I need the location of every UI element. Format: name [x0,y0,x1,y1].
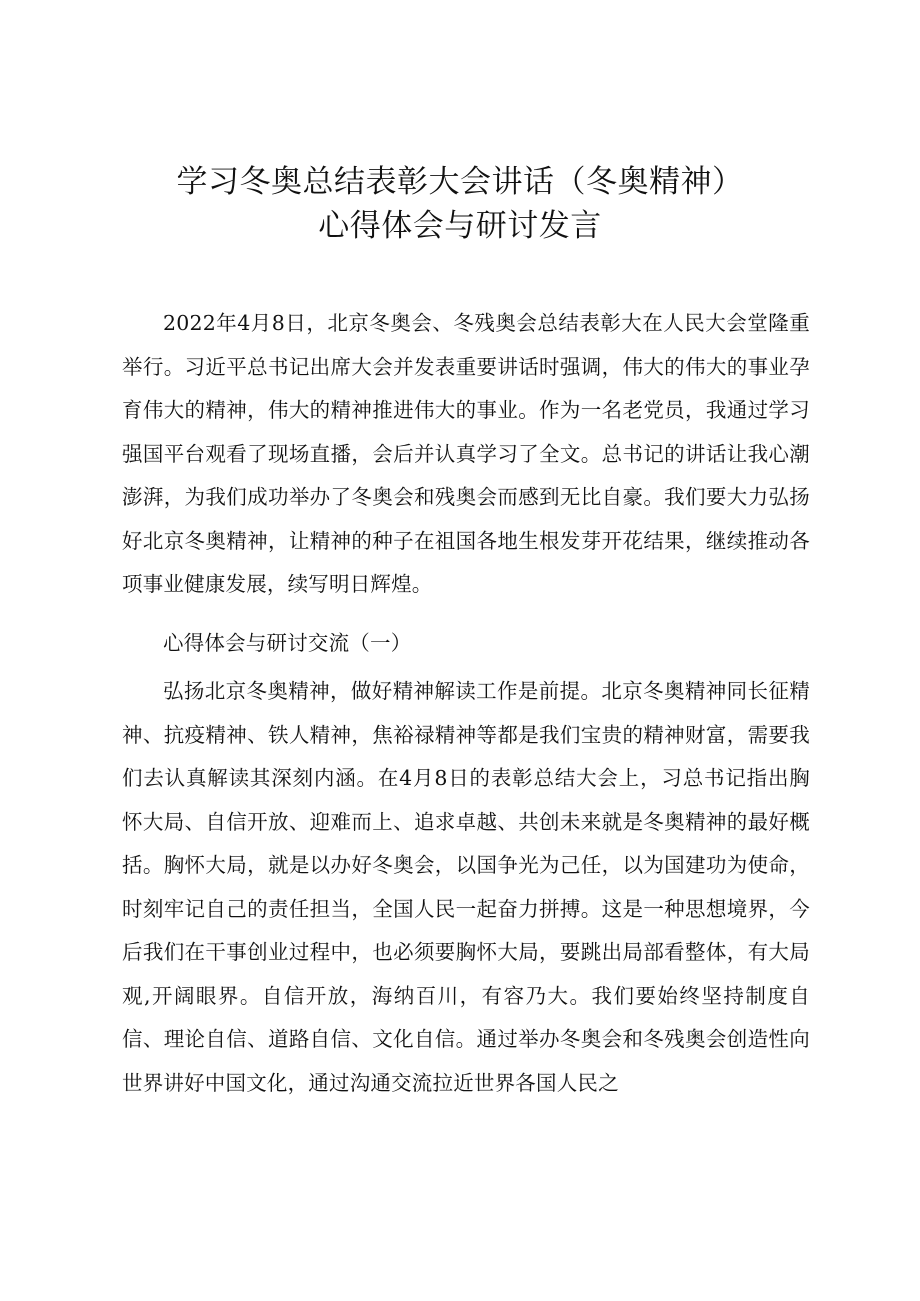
document-title-line-1: 学习冬奥总结表彰大会讲话（冬奥精神） [176,164,744,200]
section-paragraph: 弘扬北京冬奥精神，做好精神解读工作是前提。北京冬奥精神同长征精神、抗疫精神、铁人精神，焦裕禄精神等都是我们宝贵的精神财富，需要我们去认真解读其深刻内涵。在4月8日的表彰总结大会上，习总书记指出胸怀大局、自信开放、迎难而上、追求卓越、共创未来就是冬奥精神的最好概括。胸怀大局，就是以办好冬奥会，以国争光为己任，以为国建功为使命，时刻牢记自己的责任担当，全国人民一起奋力拼搏。这是一种思想境界，今后我们在干事创业过程中，也必须要胸怀大局，要跳出局部看整体，有大局观,开阔眼界。自信开放，海纳百川，有容乃大。我们要始终坚持制度自信、理论自信、道路自信、文化自信。通过举办冬奥会和冬残奥会创造性向世界讲好中国文化，通过沟通交流拉近世界各国人民之 [122,679,810,1095]
document-title-line-2: 心得体会与研讨发言 [318,208,602,244]
section-heading: 心得体会与研讨交流（一） [163,631,412,655]
intro-paragraph: 2022年4月8日，北京冬奥会、冬残奥会总结表彰大在人民大会堂隆重举行。习近平总书记出席大会并发表重要讲话时强调，伟大的伟大的事业孕育伟大的精神，伟大的精神推进伟大的事业。作为一名老党员，我通过学习强国平台观看了现场直播，会后并认真学习了全文。总书记的讲话让我心潮澎湃，为我们成功举办了冬奥会和残奥会而感到无比自豪。我们要大力弘扬好北京冬奥精神，让精神的种子在祖国各地生根发芽开花结果，继续推动各项事业健康发展，续写明日辉煌。 [122,311,810,596]
